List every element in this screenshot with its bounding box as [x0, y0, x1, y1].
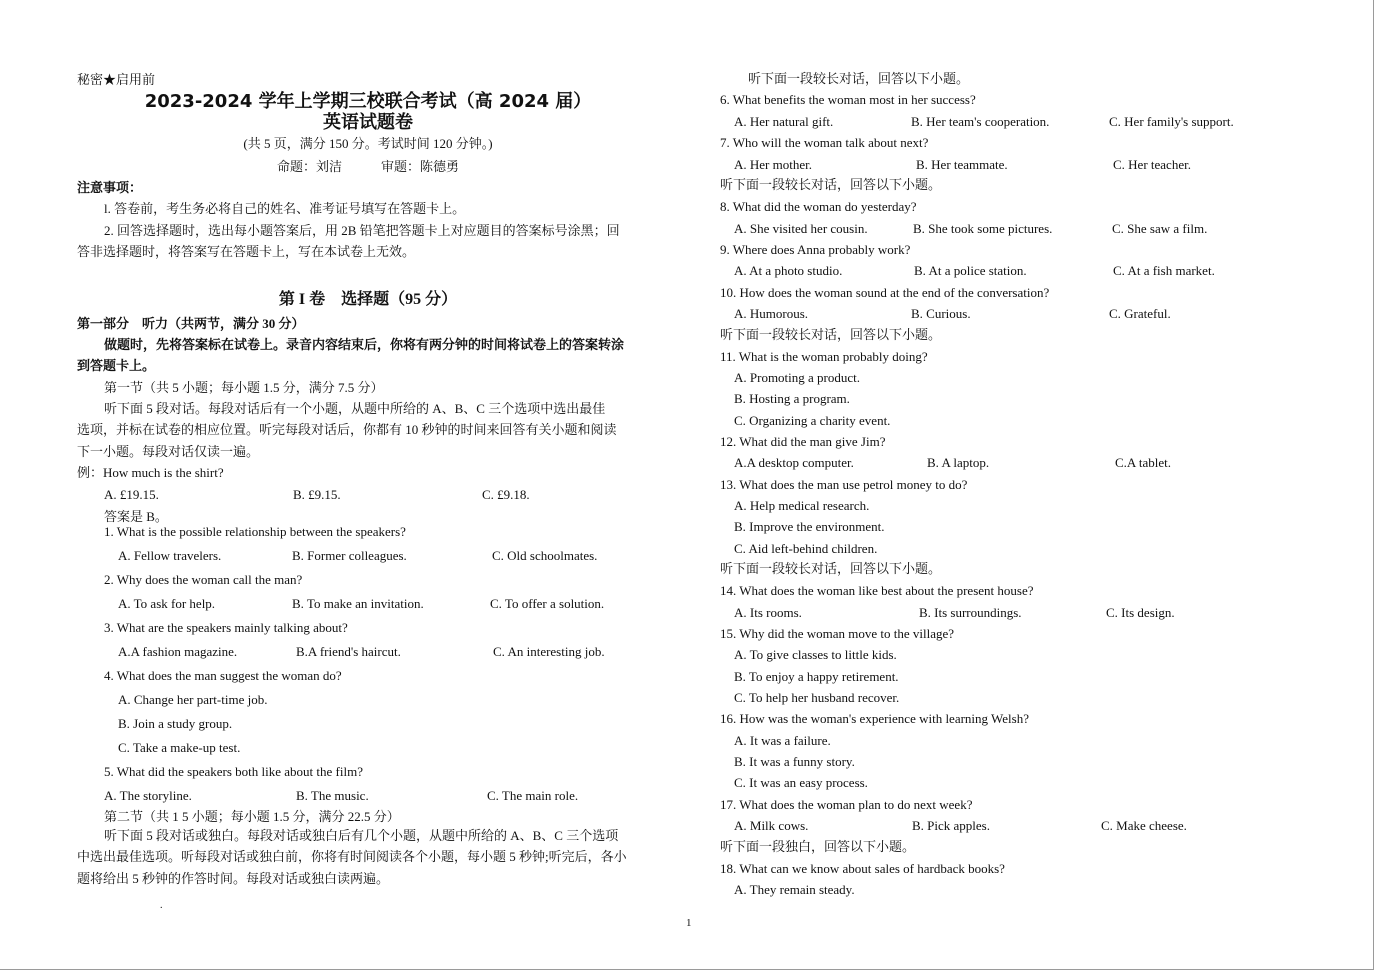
example-option-b: B. £9.15. — [293, 487, 341, 502]
question-6-option-b: B. Her team's cooperation. — [911, 114, 1050, 129]
question-4-option-a: A. Change her part-time job. — [118, 692, 268, 707]
notice-item-2-line1: 2. 回答选择题时，选出每小题答案后，用 2B 铅笔把答题卡上对应题目的答案标号涂黑；回 — [104, 223, 620, 238]
question-12-option-b: B. A laptop. — [927, 455, 990, 470]
question-7-option-c: C. Her teacher. — [1113, 157, 1191, 172]
question-6: 6. What benefits the woman most in her success? — [720, 92, 976, 107]
question-12-option-a: A.A desktop computer. — [734, 455, 854, 470]
question-8-option-c: C. She saw a film. — [1112, 221, 1208, 236]
question-14-option-a: A. Its rooms. — [734, 605, 802, 620]
question-7-option-a: A. Her mother. — [734, 157, 812, 172]
notice-heading: 注意事项： — [77, 180, 143, 195]
question-15-option-b: B. To enjoy a happy retirement. — [734, 669, 899, 684]
volume-title: 第 I 卷 选择题（95 分） — [278, 291, 458, 308]
example-question: 例：How much is the shirt? — [77, 465, 224, 480]
question-8-option-a: A. She visited her cousin. — [734, 221, 868, 236]
question-10: 10. How does the woman sound at the end of the conversation? — [720, 285, 1050, 300]
section1-para-line2: 选项，并标在试卷的相应位置。听完每段对话后，你都有 10 秒钟的时间来回答有关小题和阅读 — [77, 422, 617, 437]
question-11-option-b: B. Hosting a program. — [734, 391, 850, 406]
question-17-option-c: C. Make cheese. — [1101, 818, 1187, 833]
question-13: 13. What does the man use petrol money to do? — [720, 477, 968, 492]
question-14-option-b: B. Its surroundings. — [919, 605, 1022, 620]
intro-dialogue-6: 听下面一段较长对话，回答以下小题。 — [748, 71, 970, 86]
question-16-option-a: A. It was a failure. — [734, 733, 831, 748]
intro-dialogue-14: 听下面一段较长对话，回答以下小题。 — [720, 561, 942, 576]
question-6-option-a: A. Her natural gift. — [734, 114, 834, 129]
section2-para-line3: 题将给出 5 秒钟的作答时间。每段对话或独白读两遍。 — [77, 871, 390, 886]
question-1-option-c: C. Old schoolmates. — [492, 548, 598, 563]
question-1-option-a: A. Fellow travelers. — [118, 548, 222, 563]
section1-para-line3: 下一小题。每段对话仅读一遍。 — [77, 444, 260, 459]
question-16-option-b: B. It was a funny story. — [734, 754, 855, 769]
question-14: 14. What does the woman like best about the present house? — [720, 583, 1034, 598]
question-4: 4. What does the man suggest the woman do? — [104, 668, 342, 683]
question-11-option-a: A. Promoting a product. — [734, 370, 861, 385]
question-10-option-a: A. Humorous. — [734, 306, 809, 321]
question-18-option-a: A. They remain steady. — [734, 882, 855, 897]
question-2-option-a: A. To ask for help. — [118, 596, 216, 611]
exam-title: 2023-2024 学年上学期三校联合考试（高 2024 届） — [144, 91, 592, 112]
question-17: 17. What does the woman plan to do next week? — [720, 797, 973, 812]
notice-item-2-line2: 答非选择题时，将答案写在答题卡上，写在本试卷上无效。 — [77, 244, 416, 259]
question-13-option-c: C. Aid left-behind children. — [734, 541, 878, 556]
question-4-option-b: B. Join a study group. — [118, 716, 233, 731]
question-9-option-c: C. At a fish market. — [1113, 263, 1215, 278]
question-3-option-a: A.A fashion magazine. — [118, 644, 238, 659]
question-15-option-c: C. To help her husband recover. — [734, 690, 900, 705]
question-1: 1. What is the possible relationship between the speakers? — [104, 524, 406, 539]
intro-dialogue-11: 听下面一段较长对话，回答以下小题。 — [720, 327, 942, 342]
question-9-option-a: A. At a photo studio. — [734, 263, 843, 278]
exam-authors: 命题：刘洁 审题：陈德勇 — [276, 159, 459, 174]
question-8-option-b: B. She took some pictures. — [913, 221, 1053, 236]
page-number: 1 — [686, 917, 692, 929]
question-15: 15. Why did the woman move to the village? — [720, 626, 955, 641]
question-3: 3. What are the speakers mainly talking about? — [104, 620, 348, 635]
question-13-option-b: B. Improve the environment. — [734, 519, 885, 534]
example-option-c: C. £9.18. — [482, 487, 530, 502]
question-16: 16. How was the woman's experience with learning Welsh? — [720, 711, 1029, 726]
question-1-option-b: B. Former colleagues. — [292, 548, 407, 563]
question-6-option-c: C. Her family's support. — [1109, 114, 1234, 129]
example-option-a: A. £19.15. — [104, 487, 159, 502]
section1-heading: 第一节（共 5 小题；每小题 1.5 分，满分 7.5 分） — [104, 380, 384, 395]
section2-heading: 第二节（共 1 5 小题；每小题 1.5 分，满分 22.5 分） — [104, 809, 400, 824]
instruction-line1: 做题时，先将答案标在试卷上。录音内容结束后，你将有两分钟的时间将试卷上的答案转涂 — [104, 337, 625, 352]
question-5: 5. What did the speakers both like about the film? — [104, 764, 363, 779]
question-10-option-b: B. Curious. — [911, 306, 971, 321]
stray-dot: . — [160, 900, 163, 911]
instruction-line2: 到答题卡上。 — [77, 358, 156, 373]
question-14-option-c: C. Its design. — [1106, 605, 1175, 620]
part-heading: 第一部分 听力（共两节，满分 30 分） — [77, 316, 305, 331]
question-2: 2. Why does the woman call the man? — [104, 572, 303, 587]
question-7-option-b: B. Her teammate. — [916, 157, 1008, 172]
question-17-option-b: B. Pick apples. — [912, 818, 990, 833]
question-3-option-b: B.A friend's haircut. — [296, 644, 401, 659]
question-2-option-b: B. To make an invitation. — [292, 596, 424, 611]
intro-dialogue-8: 听下面一段较长对话，回答以下小题。 — [720, 177, 942, 192]
question-9: 9. Where does Anna probably work? — [720, 242, 911, 257]
question-9-option-b: B. At a police station. — [914, 263, 1027, 278]
example-answer: 答案是 B。 — [104, 509, 168, 524]
intro-monologue-18: 听下面一段独白，回答以下小题。 — [720, 839, 916, 854]
question-5-option-c: C. The main role. — [487, 788, 579, 803]
question-11: 11. What is the woman probably doing? — [720, 349, 928, 364]
notice-item-1: l. 答卷前，考生务必将自己的姓名、准考证号填写在答题卡上。 — [104, 201, 466, 216]
section1-para-line1: 听下面 5 段对话。每段对话后有一个小题，从题中所给的 A、B、C 三个选项中选出最佳 — [104, 401, 606, 416]
question-13-option-a: A. Help medical research. — [734, 498, 870, 513]
question-7: 7. Who will the woman talk about next? — [720, 135, 929, 150]
question-12-option-c: C.A tablet. — [1115, 455, 1171, 470]
secret-label: 秘密★启用前 — [77, 72, 156, 87]
exam-info: (共 5 页，满分 150 分。考试时间 120 分钟。) — [243, 136, 493, 151]
section2-para-line2: 中选出最佳选项。听每段对话或独白前，你将有时间阅读各个小题，每小题 5 秒钟;听完后，各小 — [77, 849, 627, 864]
question-8: 8. What did the woman do yesterday? — [720, 199, 917, 214]
question-5-option-b: B. The music. — [296, 788, 369, 803]
question-17-option-a: A. Milk cows. — [734, 818, 809, 833]
question-18: 18. What can we know about sales of hardback books? — [720, 861, 1005, 876]
question-12: 12. What did the man give Jim? — [720, 434, 886, 449]
exam-subtitle: 英语试题卷 — [323, 112, 413, 133]
section2-para-line1: 听下面 5 段对话或独白。每段对话或独白后有几个小题，从题中所给的 A、B、C 三个选项 — [104, 828, 619, 843]
question-16-option-c: C. It was an easy process. — [734, 775, 868, 790]
question-10-option-c: C. Grateful. — [1109, 306, 1171, 321]
question-11-option-c: C. Organizing a charity event. — [734, 413, 891, 428]
question-3-option-c: C. An interesting job. — [493, 644, 605, 659]
question-2-option-c: C. To offer a solution. — [490, 596, 605, 611]
question-5-option-a: A. The storyline. — [104, 788, 192, 803]
question-4-option-c: C. Take a make-up test. — [118, 740, 241, 755]
question-15-option-a: A. To give classes to little kids. — [734, 647, 897, 662]
